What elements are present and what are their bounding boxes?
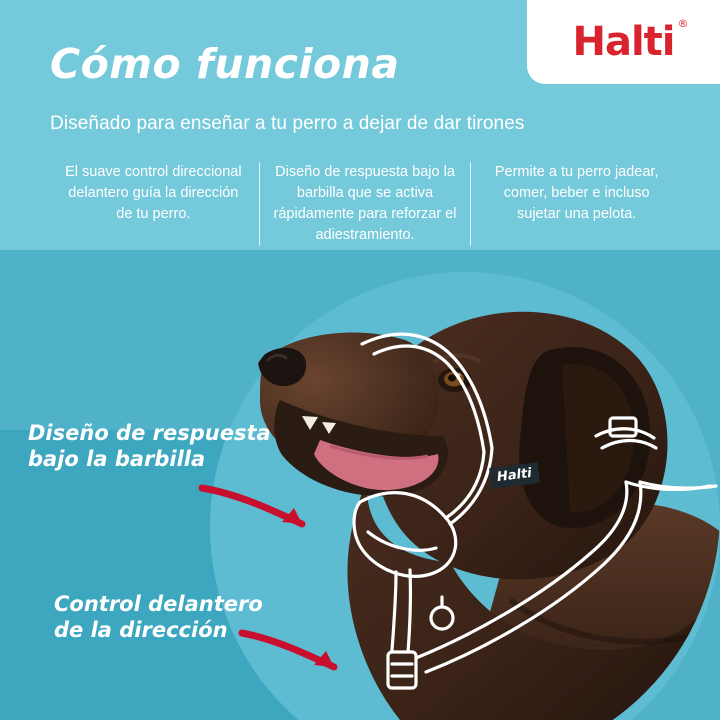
page-subtitle: Diseñado para enseñar a tu perro a dejar de dar tirones bbox=[50, 113, 525, 134]
arrow-to-front-control-icon bbox=[238, 627, 358, 683]
halti-logo bbox=[527, 0, 720, 84]
logo-wordmark: Halti bbox=[572, 19, 675, 65]
callout-front-control-line1: Control delantero bbox=[54, 592, 263, 616]
callout-front-control-line2: de la dirección bbox=[54, 618, 228, 643]
feature-column-1: El suave control direccional delantero guía la dirección de tu perro. bbox=[65, 164, 242, 223]
arrow-to-chin-icon bbox=[198, 480, 328, 540]
product-tag: Halti bbox=[489, 462, 540, 489]
feature-column-3: Permite a tu perro jadear, comer, beber e incluso sujetar una pelota. bbox=[470, 162, 682, 246]
feature-column-2: Diseño de respuesta bajo la barbilla que se activa rápidamente para reforzar el adiestramiento. bbox=[259, 162, 471, 246]
callout-chin-design-line1: Diseño de respuesta bbox=[28, 421, 271, 445]
callout-chin-design-line2: bajo la barbilla bbox=[28, 447, 206, 472]
callout-chin-design bbox=[28, 420, 271, 473]
registered-mark-icon: ® bbox=[677, 17, 688, 30]
feature-columns bbox=[48, 162, 682, 246]
callout-front-control bbox=[54, 591, 263, 644]
page-title: Cómo funciona bbox=[50, 40, 400, 88]
